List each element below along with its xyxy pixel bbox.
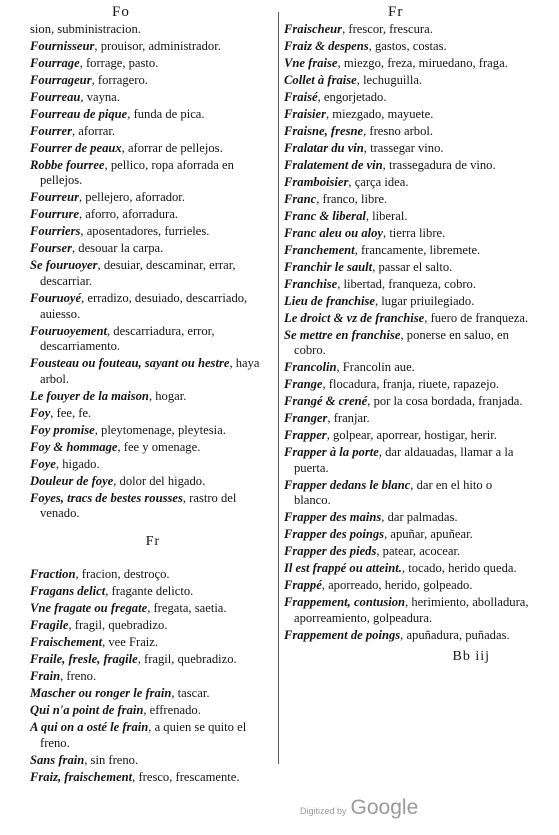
- entry-headword: Frapper des mains: [284, 510, 382, 525]
- entry-definition: , a quien se quito el freno.: [40, 720, 247, 750]
- entry-definition: , desouar la carpa.: [72, 241, 164, 256]
- entry-headword: Fragans delict: [30, 584, 106, 599]
- dictionary-entry: [284, 377, 530, 393]
- dictionary-entry: [30, 601, 276, 617]
- entry-definition: , fuero de franqueza.: [424, 310, 529, 325]
- dictionary-entry: [30, 90, 276, 106]
- dictionary-entry: [284, 22, 530, 38]
- entry-headword: Frapper des poings: [284, 527, 385, 542]
- entry-definition: , vayna.: [80, 89, 120, 104]
- google-logo: Google: [350, 796, 419, 819]
- entry-headword: Fouruoyé: [30, 290, 82, 305]
- entry-definition: , tocado, herido queda.: [401, 561, 517, 576]
- dictionary-entry: [30, 158, 276, 189]
- entry-headword: Franc aleu ou aloy: [284, 225, 384, 240]
- entry-definition: , fresco, frescamente.: [132, 769, 240, 784]
- entry-headword: Fraisne, fresne: [284, 123, 364, 138]
- entry-definition: , fragante delicto.: [105, 584, 194, 599]
- entry-definition: , aforrar de pellejos.: [121, 140, 223, 155]
- dictionary-entry: [30, 491, 276, 522]
- entry-headword: Fourrage: [30, 55, 80, 70]
- dictionary-entry: [284, 209, 530, 225]
- entry-definition: , aforro, aforradura.: [79, 207, 178, 222]
- entry-definition: , golpear, aporrear, hostigar, herir.: [326, 428, 497, 443]
- entry-definition: , passar el salto.: [372, 259, 453, 274]
- dictionary-entry: [30, 567, 276, 583]
- entry-definition: sion, subministracion.: [30, 22, 141, 36]
- entry-headword: Fraischeur: [284, 22, 343, 36]
- entry-definition: , higado.: [55, 456, 100, 471]
- dictionary-entry: [30, 241, 276, 257]
- dictionary-entry: [284, 478, 530, 509]
- entry-headword: Fourreur: [30, 190, 79, 205]
- entry-definition: , hogar.: [148, 388, 187, 403]
- signature-mark: Bb iij: [452, 649, 490, 665]
- dictionary-entry: [284, 124, 530, 140]
- dictionary-entry: [284, 428, 530, 444]
- entry-headword: Foy: [30, 405, 51, 420]
- entry-definition: , pellejero, aforrador.: [79, 190, 185, 205]
- entry-headword: Franger: [284, 411, 328, 426]
- entry-definition: , rastro del venado.: [40, 490, 237, 521]
- entry-definition: , dar en el hito o blanco.: [294, 477, 493, 508]
- dictionary-entry: [30, 720, 276, 751]
- dictionary-entry: [284, 243, 530, 259]
- dictionary-entry: [284, 226, 530, 242]
- dictionary-entry: [30, 141, 276, 157]
- entry-headword: Frange: [284, 377, 323, 392]
- left-entries: [30, 22, 276, 522]
- entry-definition: , tierra libre.: [383, 225, 446, 240]
- entry-headword: Foye: [30, 456, 56, 471]
- dictionary-entry: [284, 360, 530, 376]
- entry-headword: Vne fragate ou fregate: [30, 601, 148, 616]
- dictionary-entry: [30, 686, 276, 702]
- entry-definition: , Francolin aue.: [336, 360, 415, 375]
- dictionary-entry: [284, 445, 530, 476]
- column-divider: [278, 12, 279, 764]
- dictionary-entry: [284, 192, 530, 208]
- dictionary-entry: [284, 294, 530, 310]
- entry-definition: , francamente, libremete.: [354, 242, 481, 257]
- entry-definition: , aporreado, herido, golpeado.: [321, 578, 473, 593]
- entry-headword: Le fouyer de la maison: [30, 388, 149, 403]
- entry-headword: Sans frain: [30, 752, 85, 767]
- entry-headword: Vne fraise: [284, 55, 338, 70]
- dictionary-entry: [30, 474, 276, 490]
- entry-headword: Fousteau ou fouteau, sayant ou hestre: [30, 356, 230, 371]
- entry-headword: Fourser: [30, 241, 72, 256]
- entry-headword: Frappement, contusion: [284, 595, 406, 610]
- entry-definition: , dolor del higado.: [113, 473, 206, 488]
- dictionary-entry: [30, 618, 276, 634]
- entry-headword: Franchement: [284, 242, 355, 257]
- entry-definition: , fragil, quebradizo.: [137, 652, 237, 667]
- dictionary-entry: [284, 73, 530, 89]
- entry-definition: , pleytomenage, pleytesia.: [94, 422, 226, 437]
- dictionary-entry: [284, 578, 530, 594]
- entry-headword: Se fouruoyer: [30, 258, 98, 273]
- dictionary-entry: [284, 39, 530, 55]
- dictionary-entry: [30, 124, 276, 140]
- entry-definition: , engorjetado.: [317, 89, 387, 104]
- dictionary-entry: [30, 703, 276, 719]
- entry-definition: , liberal.: [365, 208, 408, 223]
- watermark-prefix: Digitized by: [300, 806, 347, 816]
- dictionary-entry: [30, 224, 276, 240]
- entry-headword: Le droict & vz de franchise: [284, 310, 425, 325]
- entry-headword: Framboisier: [284, 174, 349, 189]
- entry-headword: Fraisier: [284, 106, 326, 121]
- entry-headword: Frain: [30, 669, 61, 684]
- entry-definition: , ponerse en saluo, en cobro.: [294, 327, 509, 358]
- entry-definition: , desuiar, descaminar, errar, descarriar.: [40, 258, 236, 288]
- entry-definition: , fresno arbol.: [363, 123, 434, 138]
- dictionary-entry: [30, 389, 276, 405]
- dictionary-entry: [30, 584, 276, 600]
- entry-definition: , por la cosa bordada, franjada.: [367, 394, 523, 409]
- dictionary-entry: [284, 56, 530, 72]
- entry-definition: , miezgado, mayuete.: [326, 106, 434, 121]
- dictionary-entry: [284, 328, 530, 359]
- entry-definition: , freno.: [60, 669, 97, 684]
- entry-definition: , fracion, destroço.: [75, 567, 170, 582]
- entry-headword: Frapper à la porte: [284, 445, 379, 460]
- entry-definition: , forragero.: [91, 72, 148, 87]
- entry-headword: Fraisé: [284, 89, 318, 104]
- entry-definition: , frescor, frescura.: [342, 22, 433, 36]
- dictionary-entry: [284, 628, 530, 644]
- entry-definition: , haya arbol.: [40, 356, 260, 386]
- entry-definition: , franjar.: [327, 411, 370, 426]
- left-column: [30, 22, 276, 787]
- dictionary-entry: [284, 411, 530, 427]
- entry-headword: Fraiz, fraischement: [30, 769, 133, 784]
- dictionary-entry: [284, 141, 530, 157]
- entry-headword: Frappé: [284, 578, 322, 593]
- entry-headword: Fourrer de peaux: [30, 140, 122, 155]
- entry-headword: Frapper dedans le blanc: [284, 477, 411, 492]
- entry-headword: Fralatar du vin: [284, 140, 364, 155]
- entry-definition: , lechuguilla.: [356, 72, 423, 87]
- entry-definition: , franco, libre.: [316, 191, 388, 206]
- entry-headword: Fourrure: [30, 207, 79, 222]
- dictionary-entry: [30, 440, 276, 456]
- entry-headword: Fournisseur: [30, 38, 95, 53]
- entry-definition: , dar aldauadas, llamar a la puerta.: [294, 445, 514, 475]
- running-head-left: Fo: [112, 4, 130, 20]
- entry-definition: , libertad, franqueza, cobro.: [337, 276, 477, 291]
- entry-definition: , lugar priuilegiado.: [374, 293, 475, 308]
- entry-headword: Fragile: [30, 618, 69, 633]
- dictionary-entry: [30, 39, 276, 55]
- dictionary-entry: [30, 107, 276, 123]
- entry-definition: , descarriadura, error, descarriamento.: [40, 323, 215, 354]
- entry-headword: Fourrageur: [30, 72, 92, 87]
- entry-headword: Franchir le sault: [284, 259, 373, 274]
- dictionary-entry: [284, 561, 530, 577]
- entry-headword: Robbe fourree: [30, 157, 105, 172]
- entry-headword: Mascher ou ronger le frain: [30, 686, 172, 701]
- dictionary-entry: [284, 90, 530, 106]
- entry-definition: , gastos, costas.: [368, 38, 447, 53]
- entry-headword: Francolin: [284, 360, 337, 375]
- entry-headword: Frangé & crené: [284, 394, 368, 409]
- dictionary-entry: [284, 394, 530, 410]
- dictionary-entry: [30, 73, 276, 89]
- entry-headword: Fourreau de pique: [30, 106, 128, 121]
- running-head-right: Fr: [388, 4, 404, 20]
- entry-definition: , apuñadura, puñadas.: [400, 627, 510, 642]
- dictionary-entry: [284, 544, 530, 560]
- entry-headword: Fourriers: [30, 224, 81, 239]
- entry-headword: Fraiz & despens: [284, 38, 369, 53]
- entry-headword: Douleur de foye: [30, 473, 114, 488]
- dictionary-entry: [284, 311, 530, 327]
- dictionary-entry: [284, 107, 530, 123]
- dictionary-entry: [30, 753, 276, 769]
- right-entries: [284, 22, 530, 643]
- dictionary-entry: [30, 652, 276, 668]
- entry-headword: Lieu de franchise: [284, 293, 375, 308]
- dictionary-entry: [30, 22, 276, 38]
- dictionary-entry: [30, 635, 276, 651]
- entry-definition: , aposentadores, furrieles.: [80, 224, 210, 239]
- dictionary-entry: [30, 324, 276, 355]
- entry-definition: , funda de pica.: [127, 106, 205, 121]
- dictionary-entry: [30, 190, 276, 206]
- dictionary-entry: [30, 423, 276, 439]
- entry-headword: Fraction: [30, 567, 76, 582]
- entry-definition: , trassegar vino.: [363, 140, 444, 155]
- entry-definition: , çarça idea.: [348, 174, 409, 189]
- digitized-watermark: [300, 796, 418, 820]
- left-fr-entries: [30, 567, 276, 785]
- entry-definition: , dar palmadas.: [381, 510, 458, 525]
- dictionary-entry: [284, 260, 530, 276]
- entry-definition: , fregata, saetia.: [147, 601, 227, 616]
- dictionary-entry: [30, 291, 276, 322]
- entry-definition: , patear, acocear.: [376, 544, 461, 559]
- dictionary-entry: [30, 406, 276, 422]
- entry-headword: Fraischement: [30, 635, 103, 650]
- entry-headword: Frapper des pieds: [284, 544, 377, 559]
- entry-headword: Frapper: [284, 428, 327, 443]
- entry-headword: Fraile, fresle, fragile: [30, 652, 138, 667]
- dictionary-entry: [30, 770, 276, 786]
- entry-definition: , vee Fraiz.: [102, 635, 159, 650]
- dictionary-entry: [30, 56, 276, 72]
- entry-definition: , prouisor, administrador.: [94, 38, 221, 53]
- entry-headword: Foy & hommage: [30, 439, 118, 454]
- entry-definition: , sin freno.: [84, 752, 139, 767]
- entry-headword: Franc: [284, 191, 317, 206]
- entry-definition: , fragil, quebradizo.: [68, 618, 168, 633]
- entry-definition: , forrage, pasto.: [79, 55, 159, 70]
- entry-headword: Qui n'a point de frain: [30, 703, 144, 718]
- entry-definition: , trassegadura de vino.: [382, 157, 496, 172]
- entry-definition: , fee, fe.: [50, 405, 92, 420]
- entry-headword: Fourreau: [30, 89, 81, 104]
- entry-definition: , aforrar.: [72, 123, 116, 138]
- dictionary-entry: [30, 457, 276, 473]
- entry-headword: Fourrer: [30, 123, 72, 138]
- entry-definition: , flocadura, franja, riuete, rapazejo.: [322, 377, 500, 392]
- entry-definition: , tascar.: [171, 686, 210, 701]
- entry-headword: Franchise: [284, 276, 338, 291]
- dictionary-entry: [30, 207, 276, 223]
- dictionary-entry: [284, 527, 530, 543]
- entry-definition: , herimiento, abolladura, aporreamiento, golpeadura.: [294, 595, 529, 625]
- entry-definition: , miezgo, freza, miruedano, fraga.: [337, 55, 508, 70]
- entry-headword: Il est frappé ou atteint.: [284, 561, 402, 576]
- dictionary-entry: [30, 669, 276, 685]
- dictionary-entry: [284, 158, 530, 174]
- dictionary-entry: [284, 510, 530, 526]
- entry-definition: , effrenado.: [143, 703, 201, 718]
- dictionary-entry: [284, 595, 530, 626]
- entry-headword: A qui on a osté le frain: [30, 720, 149, 735]
- entry-definition: , fee y omenage.: [117, 439, 201, 454]
- entry-headword: Fouruoyement: [30, 323, 107, 338]
- dictionary-entry: [30, 356, 276, 387]
- entry-headword: Se mettre en franchise: [284, 327, 401, 342]
- entry-headword: Foyes, tracs de bestes rousses: [30, 490, 183, 505]
- entry-headword: Frappement de poings: [284, 627, 401, 642]
- section-heading: Fr: [145, 533, 161, 549]
- entry-definition: , apuñar, apuñear.: [384, 527, 473, 542]
- entry-headword: Foy promise: [30, 422, 95, 437]
- entry-headword: Franc & liberal: [284, 208, 366, 223]
- entry-headword: Fralatement de vin: [284, 157, 383, 172]
- entry-definition: , pellico, ropa aforrada en pellejos.: [40, 157, 234, 188]
- right-column: [284, 22, 530, 665]
- dictionary-entry: [30, 258, 276, 289]
- dictionary-entry: [284, 277, 530, 293]
- dictionary-entry: [284, 175, 530, 191]
- entry-definition: , erradizo, desuiado, descarriado, auiesso.: [40, 290, 248, 321]
- entry-headword: Collet à fraise: [284, 72, 357, 87]
